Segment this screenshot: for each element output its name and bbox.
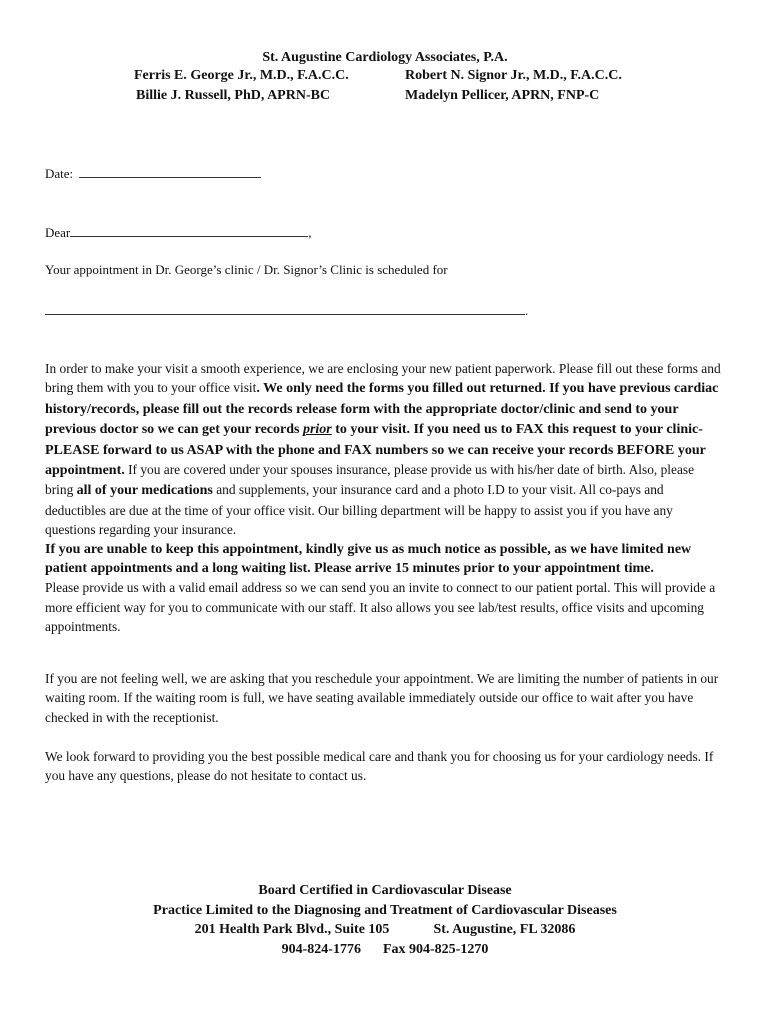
footer-phone: 904-824-1776	[281, 941, 361, 957]
p1-prior: prior	[302, 422, 332, 438]
appointment-statement: Your appointment in Dr. George’s clinic / Dr. Signor’s Clinic is scheduled for	[45, 262, 448, 277]
practice-name: St. Augustine Cardiology Associates, P.A.	[262, 50, 508, 65]
staff-madelyn-pellicer: Madelyn Pellicer, APRN, FNP-C	[405, 88, 600, 103]
appointment-date-line	[45, 302, 528, 319]
staff-billie-russell: Billie J. Russell, PhD, APRN-BC	[136, 88, 331, 103]
footer	[0, 881, 770, 959]
appointment-suffix: .	[525, 303, 529, 318]
p1-medications: all of your medications	[76, 483, 213, 499]
p1-fax-instructions: to your visit. If you need us to FAX this request to your clinic- PLEASE forward to us ASAP with the phone and FAX numbers so we can receive your records BEFORE your appointment.	[45, 422, 706, 479]
not-feeling-well-paragraph: If you are not feeling well, we are asking that you reschedule your appointment. We are limiting the number of patients in our waiting room. If the waiting room is full, we have seating available immediately outside our office to wait after you have checked in with the receptionist.	[45, 671, 719, 725]
staff-robert-signor: Robert N. Signor Jr., M.D., F.A.C.C.	[405, 68, 622, 83]
p1-copays: and supplements, your insurance card and a photo I.D to your visit. All co-pays and deductibles are due at the time of your office visit. Our billing department will be happy to assist you if you have any questions regarding your insurance.	[45, 482, 673, 538]
footer-contact-line	[0, 940, 770, 960]
dear-label: Dear	[45, 225, 71, 240]
footer-practice-limit: Practice Limited to the Diagnosing and Treatment of Cardiovascular Diseases	[153, 902, 617, 918]
footer-fax: Fax 904-825-1270	[382, 941, 489, 957]
footer-street: 201 Health Park Blvd., Suite 105	[194, 922, 390, 937]
staff-ferris-george: Ferris E. George Jr., M.D., F.A.C.C.	[134, 68, 349, 83]
footer-address-line	[0, 920, 770, 940]
footer-city: St. Augustine, FL 32086	[433, 922, 576, 937]
appointment-date-blank[interactable]	[45, 302, 525, 315]
salutation-line	[45, 224, 312, 241]
p1-intro: In order to make your visit a smooth experience, we are enclosing your new patient paperwork. Please fill out these forms and bring them with you to your office visit	[45, 361, 721, 396]
main-paragraph	[45, 359, 725, 637]
date-label: Date:	[45, 166, 74, 181]
recipient-name-blank[interactable]	[70, 224, 308, 237]
date-line	[45, 165, 261, 182]
p1-cancellation-notice: If you are unable to keep this appointment, kindly give us as much notice as possible, as we have limited new patient appointments and a long waiting list. Please arrive 15 minutes prior to your appointment time.	[45, 541, 692, 577]
date-blank[interactable]	[79, 165, 261, 178]
dear-suffix: ,	[308, 225, 312, 240]
p1-insurance: If you are covered under your spouses insurance, please provide us with his/her date of birth. Also, please bring	[45, 462, 695, 498]
p1-patient-portal: Please provide us with a valid email address so we can send you an invite to connect to our patient portal. This will provide a more efficient way for you to communicate with our staff. It also allows you see lab/test results, office visits and upcoming appointments.	[45, 580, 716, 635]
p1-forms-instructions: . We only need the forms you filled out returned. If you have previous cardiac history/records, please fill out the records release form with the appropriate doctor/clinic and send to your previous doctor so we can get your records	[45, 381, 719, 438]
footer-certification: Board Certified in Cardiovascular Disease	[258, 883, 512, 898]
closing-paragraph: We look forward to providing you the best possible medical care and thank you for choosing us for your cardiology needs. If you have any questions, please do not hesitate to contact us.	[45, 749, 714, 784]
